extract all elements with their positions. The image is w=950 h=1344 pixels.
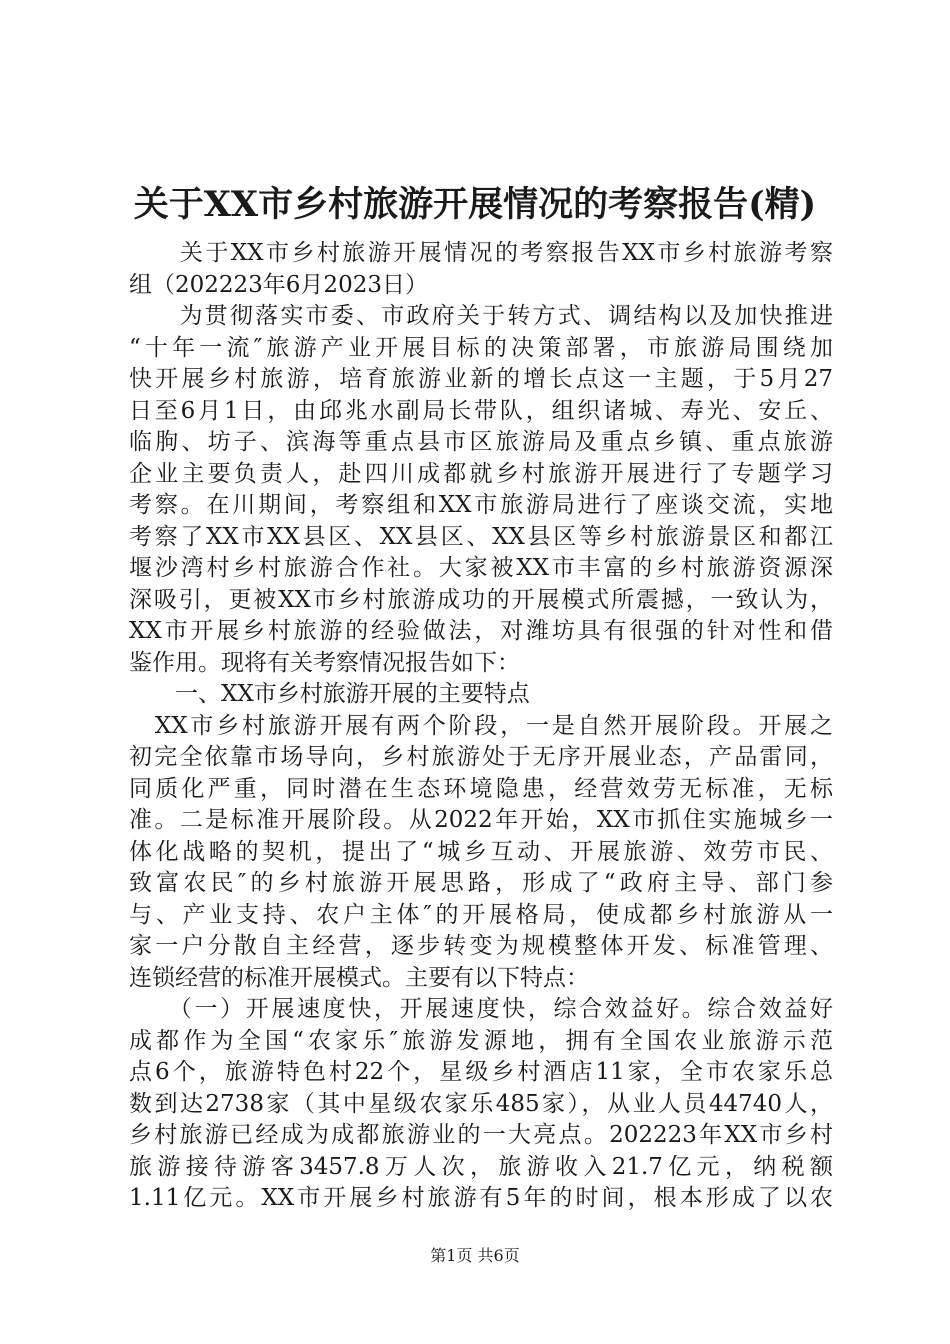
body-text-line: 家一户分散自主经营，逐步转变为规模整体开发、标准管理、 xyxy=(129,933,833,959)
body-text-line: 考察。在川期间，考察组和XX市旅游局进行了座谈交流，实地 xyxy=(129,492,833,518)
body-text-line: 关于XX市乡村旅游开展情况的考察报告XX市乡村旅游考察 xyxy=(129,240,833,266)
body-text-line: 与、产业支持、农户主体″的开展格局，使成都乡村旅游从一 xyxy=(129,901,833,928)
body-text-line: 组（202223年6月2023日） xyxy=(129,271,428,298)
body-text-line: 连锁经营的标准开展模式。主要有以下特点： xyxy=(129,964,589,991)
body-text-line: 为贯彻落实市委、市政府关于转方式、调结构以及加快推进 xyxy=(129,303,833,329)
body-text-line: 乡村旅游已经成为成都旅游业的一大亮点。202223年XX市乡村 xyxy=(129,1122,833,1148)
body-text-line: 旅游接待游客3457.8万人次，旅游收入21.7亿元，纳税额 xyxy=(129,1153,833,1180)
body-text-line: 体化战略的契机，提出了“城乡互动、开展旅游、效劳市民、 xyxy=(129,838,833,865)
body-text-line: 鉴作用。现将有关考察情况报告如下： xyxy=(129,649,520,676)
body-text-line: 准。二是标准开展阶段。从2022年开始，XX市抓住实施城乡一 xyxy=(129,807,833,833)
body-text-line: XX市开展乡村旅游的经验做法，对潍坊具有很强的针对性和借 xyxy=(129,618,833,644)
body-text-line: 企业主要负责人，赴四川成都就乡村旅游开展进行了专题学习 xyxy=(129,460,833,487)
body-text-line: 堰沙湾村乡村旅游合作社。大家被XX市丰富的乡村旅游资源深 xyxy=(129,555,833,581)
body-text-line: 考察了XX市XX县区、XX县区、XX县区等乡村旅游景区和都江 xyxy=(129,523,833,550)
body-text-line: 1.11亿元。XX市开展乡村旅游有5年的时间，根本形成了以农 xyxy=(129,1185,833,1211)
body-text-line: 成都作为全国“农家乐″旅游发源地，拥有全国农业旅游示范 xyxy=(129,1027,833,1054)
body-text-line: 致富农民″的乡村旅游开展思路，形成了“政府主导、部门参 xyxy=(129,870,833,896)
body-text-line: 日至6月1日，由邱兆水副局长带队，组织诸城、寿光、安丘、 xyxy=(129,397,833,424)
body-text-line: （一）开展速度快，开展速度快，综合效益好。综合效益好 xyxy=(129,996,833,1022)
body-text-line: 一、XX市乡村旅游开展的主要特点 xyxy=(129,681,530,707)
body-text-line: 点6个，旅游特色村22个，星级乡村酒店11家，全市农家乐总 xyxy=(129,1059,833,1085)
body-text-line: “十年一流″旅游产业开展目标的决策部署，市旅游局围绕加 xyxy=(129,334,833,361)
body-text-line: XX市乡村旅游开展有两个阶段，一是自然开展阶段。开展之 xyxy=(129,712,833,739)
body-text-line: 快开展乡村旅游，培育旅游业新的增长点这一主题，于5月27 xyxy=(129,366,833,392)
body-text-line: 数到达2738家（其中星级农家乐485家），从业人员44740人， xyxy=(129,1090,833,1117)
document-body xyxy=(129,238,833,1215)
body-text-line: 同质化严重，同时潜在生态环境隐患，经营效劳无标准，无标 xyxy=(129,775,833,802)
document-title: 关于XX市乡村旅游开展情况的考察报告(精) xyxy=(133,184,817,225)
body-text-line: 深吸引，更被XX市乡村旅游成功的开展模式所震撼，一致认为， xyxy=(129,586,833,613)
body-text-line: 初完全依靠市场导向，乡村旅游处于无序开展业态，产品雷同， xyxy=(129,744,833,770)
body-text-line: 临朐、坊子、滨海等重点县市区旅游局及重点乡镇、重点旅游 xyxy=(129,429,833,455)
page-number-footer: 第1页 共6页 xyxy=(430,1246,520,1265)
